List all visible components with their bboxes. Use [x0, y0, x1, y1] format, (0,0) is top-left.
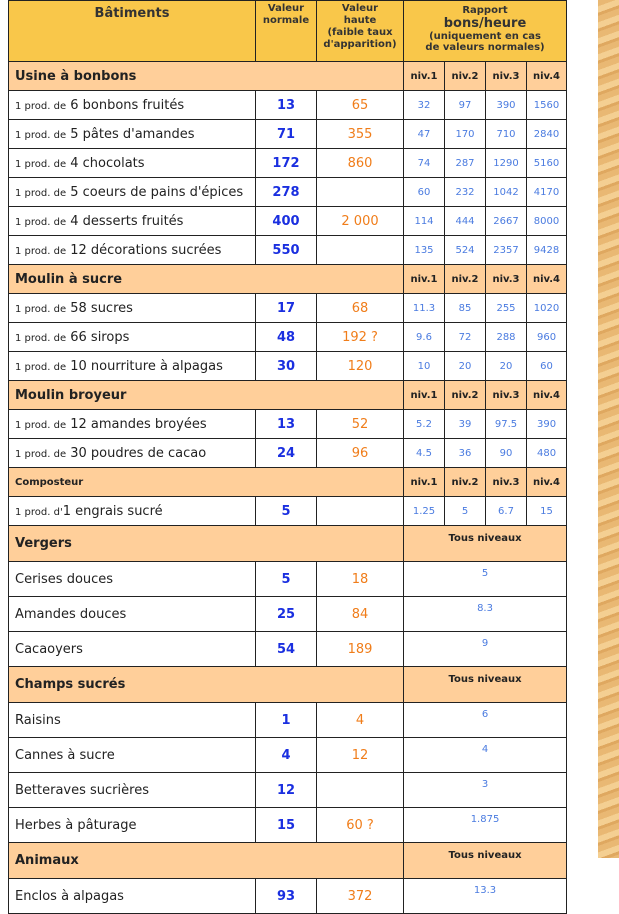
high-value: 120 — [317, 352, 404, 381]
ratio-all-levels: 6 — [404, 703, 567, 738]
table-row — [9, 207, 567, 236]
high-value: 84 — [317, 597, 404, 632]
normal-value: 48 — [256, 323, 317, 352]
ratio-level-1: 4.5 — [404, 439, 445, 468]
high-value: 4 — [317, 703, 404, 738]
product-name: Raisins — [9, 703, 256, 738]
ratio-level-3: 255 — [486, 294, 527, 323]
level-label: niv.2 — [445, 265, 486, 294]
section-header — [9, 265, 567, 294]
normal-value: 550 — [256, 236, 317, 265]
ratio-level-2: 39 — [445, 410, 486, 439]
table-row — [9, 236, 567, 265]
level-label: niv.3 — [486, 62, 527, 91]
ratio-level-4: 9428 — [527, 236, 567, 265]
product-name: 1 prod. de 58 sucres — [9, 294, 256, 323]
ratio-all-levels: 13.3 — [404, 879, 567, 914]
ratio-level-2: 20 — [445, 352, 486, 381]
table-row — [9, 497, 567, 526]
table-row — [9, 294, 567, 323]
product-name: Betteraves sucrières — [9, 773, 256, 808]
ratio-level-1: 114 — [404, 207, 445, 236]
product-name: 1 prod. de 12 décorations sucrées — [9, 236, 256, 265]
ratio-level-2: 5 — [445, 497, 486, 526]
high-value — [317, 178, 404, 207]
ratio-level-1: 10 — [404, 352, 445, 381]
level-label: niv.3 — [486, 468, 527, 497]
table-row — [9, 597, 567, 632]
table-row — [9, 323, 567, 352]
ratio-level-1: 1.25 — [404, 497, 445, 526]
table-row — [9, 178, 567, 207]
ratio-level-2: 36 — [445, 439, 486, 468]
ratio-level-3: 1290 — [486, 149, 527, 178]
section-title: Moulin broyeur — [9, 381, 404, 410]
ratio-level-4: 8000 — [527, 207, 567, 236]
all-levels-label: Tous niveaux — [404, 667, 567, 703]
product-name: 1 prod. de 10 nourriture à alpagas — [9, 352, 256, 381]
normal-value: 1 — [256, 703, 317, 738]
ratio-level-1: 32 — [404, 91, 445, 120]
ratio-level-3: 6.7 — [486, 497, 527, 526]
ratio-level-2: 85 — [445, 294, 486, 323]
normal-value: 17 — [256, 294, 317, 323]
normal-value: 5 — [256, 562, 317, 597]
product-name: 1 prod. de 30 poudres de cacao — [9, 439, 256, 468]
ratio-level-4: 15 — [527, 497, 567, 526]
ratio-level-2: 524 — [445, 236, 486, 265]
product-name: Amandes douces — [9, 597, 256, 632]
level-label: niv.1 — [404, 265, 445, 294]
normal-value: 30 — [256, 352, 317, 381]
product-name: 1 prod. de 5 coeurs de pains d'épices — [9, 178, 256, 207]
normal-value: 24 — [256, 439, 317, 468]
ratio-level-2: 170 — [445, 120, 486, 149]
section-title: Moulin à sucre — [9, 265, 404, 294]
level-label: niv.1 — [404, 381, 445, 410]
normal-value: 93 — [256, 879, 317, 914]
high-value: 12 — [317, 738, 404, 773]
buildings-table — [8, 0, 567, 914]
level-label: niv.4 — [527, 265, 567, 294]
high-value: 2 000 — [317, 207, 404, 236]
ratio-level-1: 60 — [404, 178, 445, 207]
normal-value: 13 — [256, 91, 317, 120]
section-title: Animaux — [9, 843, 404, 879]
high-value — [317, 773, 404, 808]
ratio-all-levels: 1.875 — [404, 808, 567, 843]
ratio-level-4: 5160 — [527, 149, 567, 178]
table-row — [9, 808, 567, 843]
ratio-level-1: 74 — [404, 149, 445, 178]
ratio-all-levels: 5 — [404, 562, 567, 597]
table-row — [9, 632, 567, 667]
section-header — [9, 667, 567, 703]
high-value: 18 — [317, 562, 404, 597]
ratio-level-4: 4170 — [527, 178, 567, 207]
section-title: Composteur — [9, 468, 404, 497]
normal-value: 71 — [256, 120, 317, 149]
ratio-level-3: 2357 — [486, 236, 527, 265]
ratio-level-1: 5.2 — [404, 410, 445, 439]
product-name: Herbes à pâturage — [9, 808, 256, 843]
section-title: Champs sucrés — [9, 667, 404, 703]
ratio-level-3: 2667 — [486, 207, 527, 236]
level-label: niv.2 — [445, 62, 486, 91]
product-name: Cannes à sucre — [9, 738, 256, 773]
header-buildings: Bâtiments — [9, 1, 256, 62]
high-value: 189 — [317, 632, 404, 667]
ratio-level-2: 97 — [445, 91, 486, 120]
normal-value: 172 — [256, 149, 317, 178]
ratio-level-4: 1020 — [527, 294, 567, 323]
ratio-level-4: 60 — [527, 352, 567, 381]
ratio-all-levels: 8.3 — [404, 597, 567, 632]
ratio-level-2: 72 — [445, 323, 486, 352]
high-value: 192 ? — [317, 323, 404, 352]
normal-value: 15 — [256, 808, 317, 843]
table-row — [9, 703, 567, 738]
table-row — [9, 439, 567, 468]
section-header — [9, 526, 567, 562]
normal-value: 12 — [256, 773, 317, 808]
level-label: niv.4 — [527, 62, 567, 91]
table-row — [9, 562, 567, 597]
high-value: 60 ? — [317, 808, 404, 843]
high-value: 68 — [317, 294, 404, 323]
high-value: 860 — [317, 149, 404, 178]
table-row — [9, 773, 567, 808]
normal-value: 13 — [256, 410, 317, 439]
table-row — [9, 120, 567, 149]
high-value: 96 — [317, 439, 404, 468]
normal-value: 278 — [256, 178, 317, 207]
table-row — [9, 149, 567, 178]
product-name: 1 prod. de 66 sirops — [9, 323, 256, 352]
table-row — [9, 91, 567, 120]
product-name: 1 prod. de 6 bonbons fruités — [9, 91, 256, 120]
ratio-level-3: 390 — [486, 91, 527, 120]
normal-value: 4 — [256, 738, 317, 773]
normal-value: 54 — [256, 632, 317, 667]
header-high-value: Valeur haute (faible taux d'apparition) — [317, 1, 404, 62]
ratio-level-4: 2840 — [527, 120, 567, 149]
ratio-level-3: 288 — [486, 323, 527, 352]
high-value — [317, 497, 404, 526]
normal-value: 400 — [256, 207, 317, 236]
section-header — [9, 62, 567, 91]
header-ratio: Rapport bons/heure (uniquement en cas de valeurs normales) — [404, 1, 567, 62]
level-label: niv.2 — [445, 381, 486, 410]
level-label: niv.2 — [445, 468, 486, 497]
ratio-level-4: 960 — [527, 323, 567, 352]
header-normal-value: Valeur normale — [256, 1, 317, 62]
ratio-level-4: 1560 — [527, 91, 567, 120]
normal-value: 25 — [256, 597, 317, 632]
level-label: niv.1 — [404, 62, 445, 91]
ratio-all-levels: 4 — [404, 738, 567, 773]
ratio-level-2: 232 — [445, 178, 486, 207]
product-name: 1 prod. de 5 pâtes d'amandes — [9, 120, 256, 149]
ratio-level-2: 287 — [445, 149, 486, 178]
table-row — [9, 738, 567, 773]
section-header — [9, 468, 567, 497]
ratio-level-2: 444 — [445, 207, 486, 236]
section-title: Vergers — [9, 526, 404, 562]
ratio-level-4: 480 — [527, 439, 567, 468]
ratio-level-1: 47 — [404, 120, 445, 149]
ratio-level-3: 710 — [486, 120, 527, 149]
product-name: Enclos à alpagas — [9, 879, 256, 914]
level-label: niv.3 — [486, 265, 527, 294]
ratio-level-1: 11.3 — [404, 294, 445, 323]
level-label: niv.3 — [486, 381, 527, 410]
level-label: niv.4 — [527, 381, 567, 410]
decorative-wood-stripe — [598, 0, 619, 858]
high-value: 372 — [317, 879, 404, 914]
section-header — [9, 381, 567, 410]
ratio-all-levels: 9 — [404, 632, 567, 667]
high-value: 65 — [317, 91, 404, 120]
normal-value: 5 — [256, 497, 317, 526]
product-name: 1 prod. de 4 desserts fruités — [9, 207, 256, 236]
high-value — [317, 236, 404, 265]
level-label: niv.4 — [527, 468, 567, 497]
section-header — [9, 843, 567, 879]
ratio-level-3: 20 — [486, 352, 527, 381]
table-row — [9, 352, 567, 381]
product-name: 1 prod. de 4 chocolats — [9, 149, 256, 178]
ratio-all-levels: 3 — [404, 773, 567, 808]
level-label: niv.1 — [404, 468, 445, 497]
table-header-row — [9, 1, 567, 62]
all-levels-label: Tous niveaux — [404, 526, 567, 562]
ratio-level-3: 1042 — [486, 178, 527, 207]
table-row — [9, 879, 567, 914]
product-name: 1 prod. de 12 amandes broyées — [9, 410, 256, 439]
all-levels-label: Tous niveaux — [404, 843, 567, 879]
high-value: 52 — [317, 410, 404, 439]
product-name: Cacaoyers — [9, 632, 256, 667]
product-name: 1 prod. d'1 engrais sucré — [9, 497, 256, 526]
ratio-level-1: 9.6 — [404, 323, 445, 352]
ratio-level-3: 90 — [486, 439, 527, 468]
ratio-level-4: 390 — [527, 410, 567, 439]
table-row — [9, 410, 567, 439]
product-name: Cerises douces — [9, 562, 256, 597]
ratio-level-3: 97.5 — [486, 410, 527, 439]
section-title: Usine à bonbons — [9, 62, 404, 91]
ratio-level-1: 135 — [404, 236, 445, 265]
high-value: 355 — [317, 120, 404, 149]
